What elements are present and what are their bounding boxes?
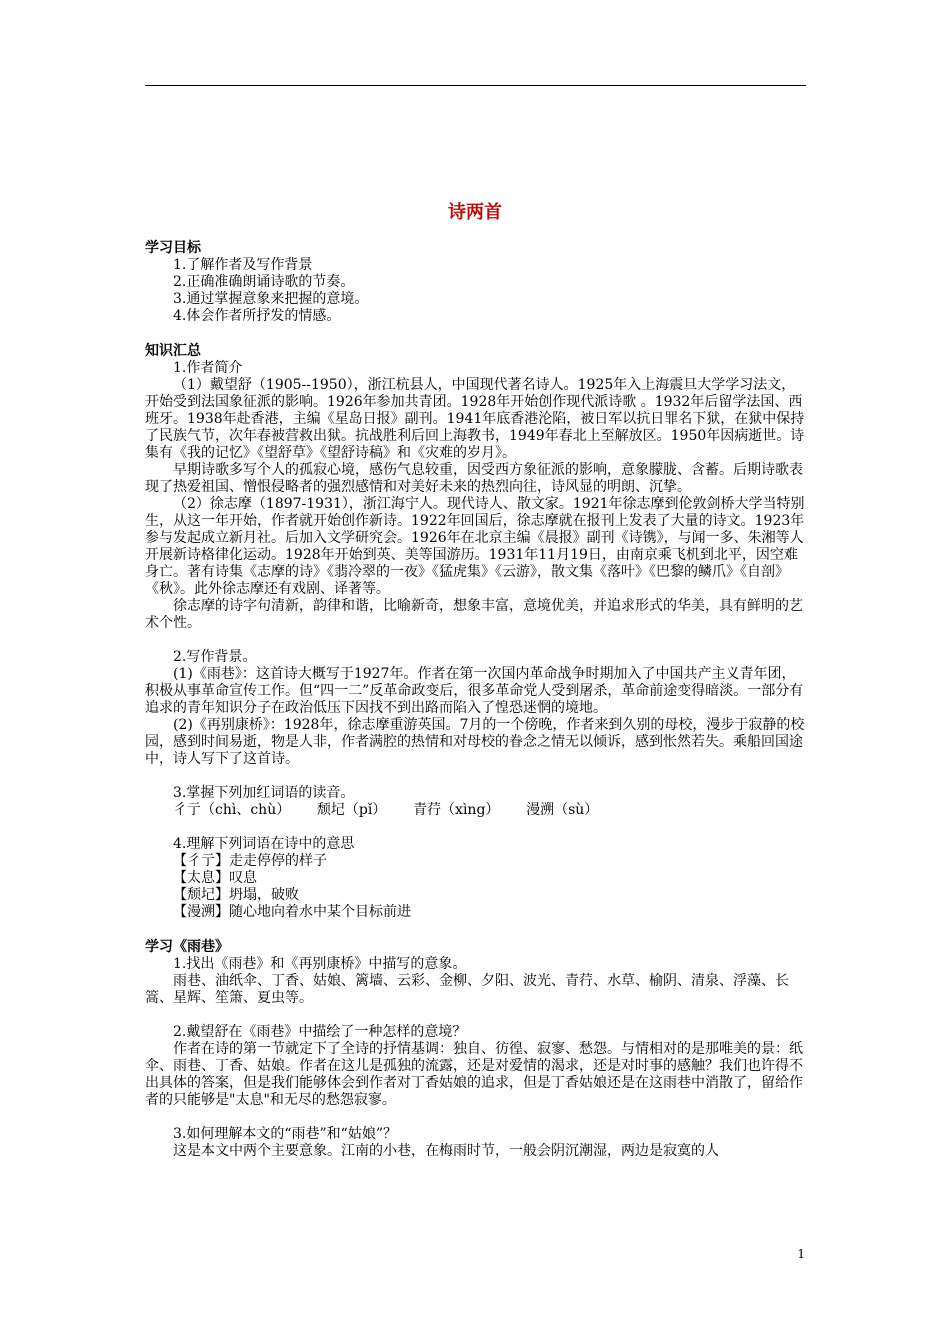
question-3: 3.如何理解本文的“雨巷”和“姑娘”？ — [173, 1126, 397, 1142]
background-kangqiao: (2)《再别康桥》：1928年，徐志摩重游英国。7月的一个傍晚，作者来到久别的母校，漫步于寂静的校园，感到时间易逝，物是人非，作者满腔的热情和对母校的眷念之情无以倾诉，感到怅然若失。乘船回国途中，诗人写下了这首诗。 — [145, 717, 805, 767]
page-number: 1 — [797, 1247, 805, 1261]
answer-2: 作者在诗的第一节就定下了全诗的抒情基调：独自、彷徨、寂寥、愁怨。与情相对的是那唯美的景：纸伞、雨巷、丁香、姑娘。作者在这儿是孤独的流露，还是对爱情的渴求，还是对时事的感触？我们也许得不出具体的答案，但是我们能够体会到作者对丁香姑娘的追求，但是丁香姑娘还是在这雨巷中消散了，留给作者的只能够是"太息"和无尽的愁怨寂寥。 — [145, 1041, 803, 1108]
heading-objectives: 学习目标 — [145, 240, 201, 256]
objective-item: 1.了解作者及写作背景 — [173, 257, 313, 273]
heading-knowledge: 知识汇总 — [145, 343, 201, 359]
header-rule — [145, 85, 806, 86]
objective-item: 4.体会作者所抒发的情感。 — [173, 308, 341, 324]
author-dai-style: 早期诗歌多写个人的孤寂心境，感伤气息较重，因受西方象征派的影响，意象朦胧、含蓄。后期诗歌表现了热爱祖国、憎恨侵略者的强烈感情和对美好未来的热烈向往，诗风显的明朗、沉挚。 — [145, 462, 803, 495]
meaning-title: 4.理解下列词语在诗中的意思 — [173, 836, 355, 852]
objective-item: 2.正确准确朗诵诗歌的节奏。 — [173, 274, 355, 290]
author-xu-style: 徐志摩的诗字句清新，韵律和谐，比喻新奇，想象丰富，意境优美，并追求形式的华美，具有鲜明的艺术个性。 — [145, 598, 803, 631]
document-body — [145, 240, 806, 1160]
question-1: 1.找出《雨巷》和《再别康桥》中描写的意象。 — [173, 956, 467, 972]
pronunciation-title: 3.掌握下列加红词语的读音。 — [173, 785, 355, 801]
page-title: 诗两首 — [448, 202, 502, 223]
heading-study: 学习《雨巷》 — [145, 939, 229, 955]
meaning-item: 【漫溯】随心地向着水中某个目标前进 — [173, 904, 411, 920]
author-intro-title: 1.作者简介 — [173, 360, 243, 376]
pronunciation-words: 彳亍（chì、chù） 颓圮（pǐ） 青荇（xìng） 漫溯（sù） — [173, 802, 599, 818]
answer-3: 这是本文中两个主要意象。江南的小巷，在梅雨时节，一般会阴沉潮湿，两边是寂寞的人 — [173, 1143, 719, 1159]
background-yuxiang: (1)《雨巷》：这首诗大概写于1927年。作者在第一次国内革命战争时期加入了中国共产主义青年团，积极从事革命宣传工作。但“四一二”反革命政变后，很多革命党人受到屠杀，革命前途变得暗淡。一部分有追求的青年知识分子在政治低压下因找不到出路而陷入了惶恐迷惘的境地。 — [145, 666, 804, 716]
author-dai-wangshu: （1）戴望舒（1905--1950），浙江杭县人，中国现代著名诗人。1925年入上海震旦大学学习法文，开始受到法国象征派的影响。1926年参加共青团。1928年开始创作现代派诗歌 。1932年后留学法国、西班牙。1938年赴香港，主编《星岛日报》副刊。1941年底香港沦陷，被日军以抗日罪名下狱，在狱中保持了民族气节，次年春被营救出狱。抗战胜利后回上海教书，1949年春北上至解放区。1950年因病逝世。诗集有《我的记忆》《望舒草》《望舒诗稿》和《灾难的岁月》。 — [145, 377, 805, 461]
meaning-item: 【彳亍】走走停停的样子 — [173, 853, 327, 869]
meaning-item: 【颓圮】坍塌，破败 — [173, 887, 299, 903]
author-xu-zhimo: （2）徐志摩（1897-1931），浙江海宁人。现代诗人、散文家。1921年徐志摩到伦敦剑桥大学当特别生，从这一年开始，作者就开始创作新诗。1922年回国后，徐志摩就在报刊上发表了大量的诗文。1923年参与发起成立新月社。后加入文学研究会。1926年在北京主编《晨报》副刊《诗镌》，与闻一多、朱湘等人开展新诗格律化运动。1928年开始到英、美等国游历。1931年11月19日，由南京乘飞机到北平，因空难身亡。著有诗集《志摩的诗》《翡冷翠的一夜》《猛虎集》《云游》，散文集《落叶》《巴黎的鳞爪》《自剖》《秋》。此外徐志摩还有戏剧、译著等。 — [145, 496, 805, 597]
meaning-item: 【太息】叹息 — [173, 870, 257, 886]
question-2: 2.戴望舒在《雨巷》中描绘了一种怎样的意境？ — [173, 1024, 467, 1040]
objective-item: 3.通过掌握意象来把握的意境。 — [173, 291, 369, 307]
background-title: 2.写作背景。 — [173, 649, 257, 665]
answer-1: 雨巷、油纸伞、丁香、姑娘、篱墙、云彩、金柳、夕阳、波光、青荇、水草、榆阴、清泉、浮藻、长篙、星辉、笙箫、夏虫等。 — [145, 973, 789, 1006]
